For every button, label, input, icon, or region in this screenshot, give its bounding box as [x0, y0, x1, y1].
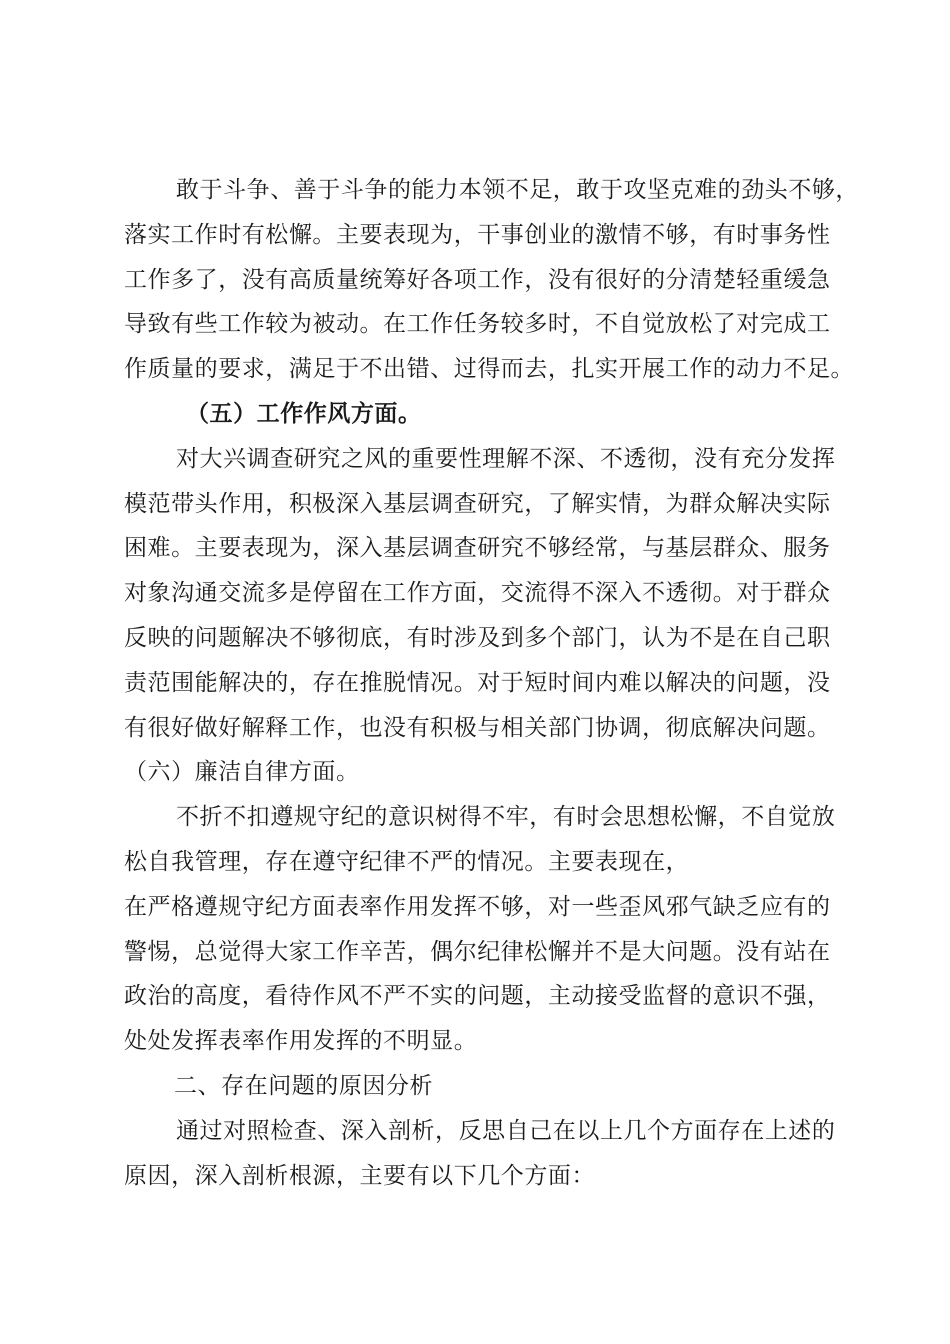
paragraph-line: 在严格遵规守纪方面表率作用发挥不够，对一些歪风邪气缺乏应有的 — [124, 893, 831, 920]
paragraph-line: 原因，深入剖析根源，主要有以下几个方面： — [124, 1162, 595, 1189]
paragraph-line: 对象沟通交流多是停留在工作方面，交流得不深入不透彻。对于群众 — [124, 580, 831, 607]
paragraph-line: 困难。主要表现为，深入基层调查研究不够经常，与基层群众、服务 — [124, 535, 831, 562]
paragraph-line: 松自我管理，存在遵守纪律不严的情况。主要表现在， — [124, 848, 690, 875]
paragraph-line: 敢于斗争、善于斗争的能力本领不足，敢于攻坚克难的劲头不够， — [176, 177, 859, 203]
paragraph-line: 对大兴调查研究之风的重要性理解不深、不透彻，没有充分发挥 — [176, 445, 836, 472]
paragraph-line: 作质量的要求，满足于不出错、过得而去，扎实开展工作的动力不足。 — [124, 356, 855, 383]
paragraph-line: 有很好做好解释工作，也没有积极与相关部门协调，彻底解决问题。 — [124, 714, 831, 741]
paragraph-line: 政治的高度，看待作风不严不实的问题，主动接受监督的意识不强， — [124, 983, 831, 1010]
paragraph-line: 责范围能解决的，存在推脱情况。对于短时间内难以解决的问题，没 — [124, 669, 831, 696]
paragraph-line: 不折不扣遵规守纪的意识树得不牢，有时会思想松懈，不自觉放 — [176, 804, 836, 831]
paragraph-line: 模范带头作用，积极深入基层调查研究，了解实情，为群众解决实际 — [124, 490, 831, 517]
section-heading-cause-analysis: 二、存在问题的原因分析 — [174, 1072, 434, 1099]
paragraph-line: 反映的问题解决不够彻底，有时涉及到多个部门，认为不是在自己职 — [124, 624, 831, 651]
paragraph-line: 警惕，总觉得大家工作辛苦，偶尔纪律松懈并不是大问题。没有站在 — [124, 938, 831, 965]
document-body — [124, 168, 859, 1198]
paragraph-line: 工作多了，没有高质量统筹好各项工作，没有很好的分清楚轻重缓急 — [124, 266, 831, 293]
section-heading-work-style: （五）工作作风方面。 — [186, 400, 422, 427]
paragraph-line: 落实工作时有松懈。主要表现为，干事创业的激情不够，有时事务性 — [124, 221, 831, 248]
section-heading-integrity: （六）廉洁自律方面。 — [124, 759, 360, 786]
paragraph-line: 处处发挥表率作用发挥的不明显。 — [124, 1028, 478, 1055]
paragraph-line: 通过对照检查、深入剖析，反思自己在以上几个方面存在上述的 — [176, 1117, 836, 1144]
paragraph-line: 导致有些工作较为被动。在工作任务较多时，不自觉放松了对完成工 — [124, 311, 831, 338]
